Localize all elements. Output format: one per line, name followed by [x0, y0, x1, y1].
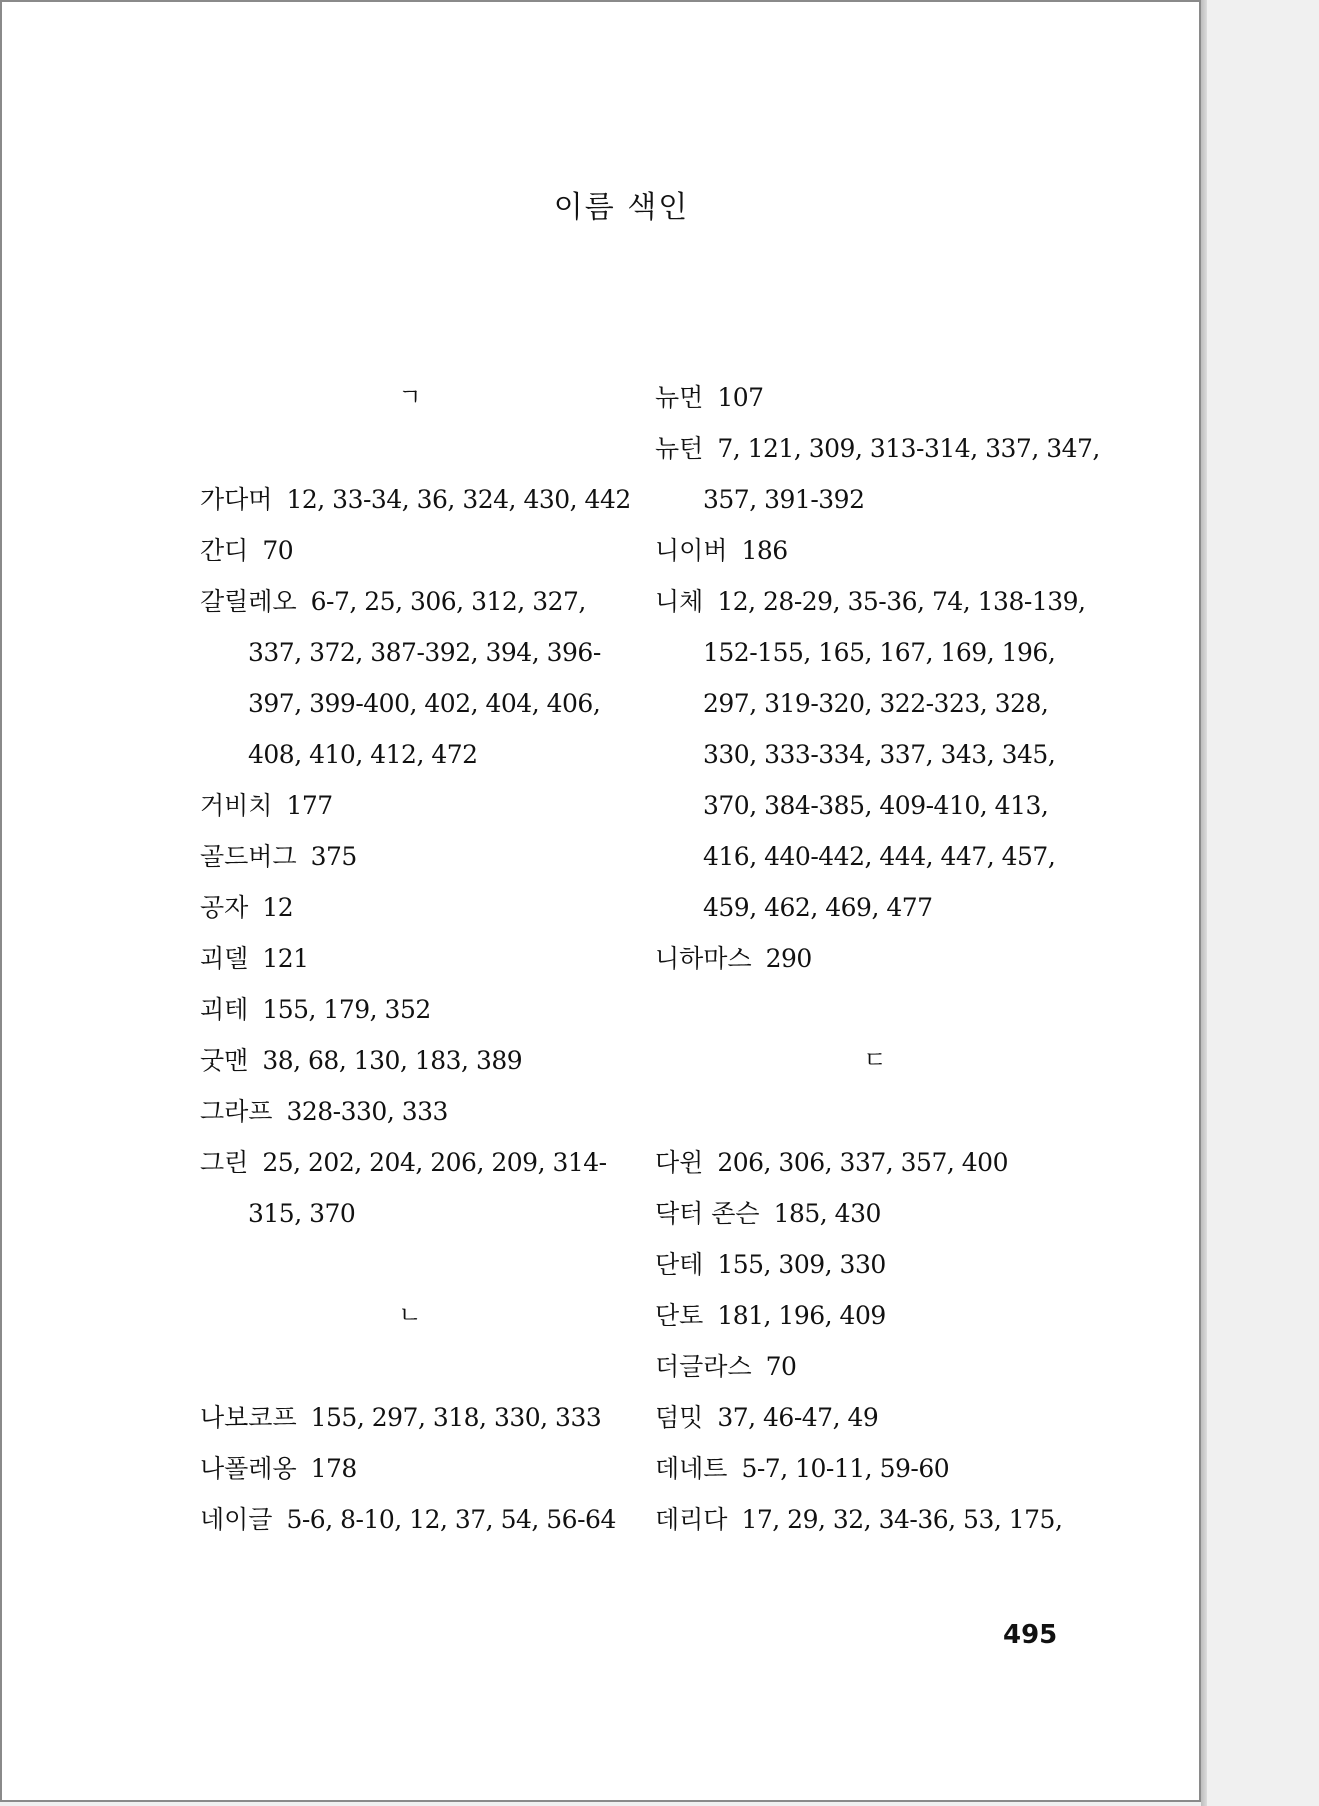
index-entry-continuation: 459, 462, 469, 477 [703, 893, 933, 922]
index-entry-douglas [655, 1341, 1095, 1392]
entry-name: 단토 [655, 1301, 704, 1330]
index-entry-nihamas [655, 933, 1095, 984]
index-entry-continuation: 297, 319-320, 322-323, 328, [703, 689, 1049, 718]
entry-name: 데네트 [655, 1454, 728, 1483]
index-entry-gerbichi [200, 780, 620, 831]
entry-pages: 12, 33-34, 36, 324, 430, 442 [286, 485, 631, 514]
section-gap [200, 1239, 620, 1290]
index-entry-drjohnson [655, 1188, 1095, 1239]
entry-pages: 177 [286, 791, 333, 820]
index-entry-gongja [200, 882, 620, 933]
index-entry-gadamer [200, 474, 631, 525]
index-column-left [200, 372, 631, 1545]
entry-pages: 12, 28-29, 35-36, 74, 138-139, [717, 587, 1086, 616]
entry-name: 골드버그 [200, 842, 297, 871]
index-entry-goodman [200, 1035, 620, 1086]
entry-pages: 178 [310, 1454, 357, 1483]
entry-name: 괴테 [200, 995, 249, 1024]
entry-pages: 107 [717, 383, 764, 412]
entry-name: 갈릴레오 [200, 587, 297, 616]
entry-pages: 12 [262, 893, 294, 922]
index-entry-galileo [200, 576, 620, 627]
entry-pages: 206, 306, 337, 357, 400 [717, 1148, 1008, 1177]
entry-name: 굿맨 [200, 1046, 249, 1075]
index-entry-niver [655, 525, 1095, 576]
index-entry-godel [200, 933, 620, 984]
entry-name: 더글라스 [655, 1352, 752, 1381]
entry-name: 괴델 [200, 944, 249, 973]
index-entry-derrida [655, 1494, 1095, 1545]
entry-pages: 7, 121, 309, 313-314, 337, 347, [717, 434, 1100, 463]
entry-name: 나보코프 [200, 1403, 297, 1432]
entry-pages: 70 [765, 1352, 797, 1381]
entry-name: 단테 [655, 1250, 704, 1279]
section-heading-g: ㄱ [398, 383, 422, 411]
index-entry-darwin [655, 1137, 1095, 1188]
section-gap [200, 423, 620, 474]
index-entry-newman [655, 372, 1095, 423]
index-entry-nietzsche [655, 576, 1095, 627]
index-entry-danto [655, 1290, 1095, 1341]
entry-pages: 5-7, 10-11, 59-60 [741, 1454, 950, 1483]
index-entry-continuation: 370, 384-385, 409-410, 413, [703, 791, 1049, 820]
index-column-right [655, 372, 1100, 1545]
entry-pages: 70 [262, 536, 294, 565]
entry-pages: 155, 309, 330 [717, 1250, 886, 1279]
index-entry-newton [655, 423, 1100, 474]
index-entry-nagel [200, 1494, 620, 1545]
entry-pages: 121 [262, 944, 309, 973]
entry-pages: 185, 430 [773, 1199, 881, 1228]
entry-name: 뉴먼 [655, 383, 704, 412]
index-entry-continuation: 357, 391-392 [703, 485, 865, 514]
entry-name: 네이글 [200, 1505, 273, 1534]
entry-name: 거비치 [200, 791, 273, 820]
entry-pages: 5-6, 8-10, 12, 37, 54, 56-64 [286, 1505, 616, 1534]
entry-pages: 375 [310, 842, 357, 871]
entry-name: 공자 [200, 893, 249, 922]
entry-name: 데리다 [655, 1505, 728, 1534]
section-gap [200, 1341, 620, 1392]
index-entry-graff [200, 1086, 620, 1137]
entry-pages: 328-330, 333 [286, 1097, 448, 1126]
entry-pages: 6-7, 25, 306, 312, 327, [310, 587, 586, 616]
index-entry-continuation: 397, 399-400, 402, 404, 406, [248, 689, 601, 718]
index-entry-continuation: 408, 410, 412, 472 [248, 740, 478, 769]
entry-pages: 155, 297, 318, 330, 333 [310, 1403, 602, 1432]
entry-name: 덤밋 [655, 1403, 704, 1432]
entry-pages: 17, 29, 32, 34-36, 53, 175, [741, 1505, 1063, 1534]
entry-pages: 290 [765, 944, 812, 973]
index-entry-continuation: 152-155, 165, 167, 169, 196, [703, 638, 1056, 667]
entry-name: 니체 [655, 587, 704, 616]
section-heading-d: ㄷ [863, 1046, 887, 1074]
entry-name: 가다머 [200, 485, 273, 514]
page-number: 495 [1003, 1620, 1058, 1650]
entry-pages: 181, 196, 409 [717, 1301, 886, 1330]
entry-name: 다윈 [655, 1148, 704, 1177]
entry-name: 간디 [200, 536, 249, 565]
entry-pages: 25, 202, 204, 206, 209, 314- [262, 1148, 607, 1177]
entry-name: 닥터 존슨 [655, 1199, 760, 1228]
index-entry-dante [655, 1239, 1095, 1290]
index-entry-green [200, 1137, 620, 1188]
index-entry-continuation: 337, 372, 387-392, 394, 396- [248, 638, 601, 667]
page-title: 이름 색인 [553, 190, 690, 225]
section-heading-n: ㄴ [398, 1301, 422, 1329]
index-entry-goethe [200, 984, 620, 1035]
index-entry-dummett [655, 1392, 1095, 1443]
section-gap [655, 984, 1095, 1035]
entry-pages: 38, 68, 130, 183, 389 [262, 1046, 523, 1075]
index-entry-continuation: 330, 333-334, 337, 343, 345, [703, 740, 1056, 769]
entry-name: 그라프 [200, 1097, 273, 1126]
entry-pages: 186 [741, 536, 788, 565]
index-entry-nabokov [200, 1392, 620, 1443]
index-entry-continuation: 315, 370 [248, 1199, 356, 1228]
entry-pages: 155, 179, 352 [262, 995, 431, 1024]
index-entry-dennett [655, 1443, 1095, 1494]
entry-name: 나폴레옹 [200, 1454, 297, 1483]
entry-name: 니하마스 [655, 944, 752, 973]
index-entry-gandhi [200, 525, 620, 576]
section-gap [655, 1086, 1095, 1137]
page-edge [1201, 0, 1207, 1806]
index-entry-continuation: 416, 440-442, 444, 447, 457, [703, 842, 1056, 871]
entry-pages: 37, 46-47, 49 [717, 1403, 879, 1432]
entry-name: 니이버 [655, 536, 728, 565]
index-entry-napoleon [200, 1443, 620, 1494]
entry-name: 뉴턴 [655, 434, 704, 463]
index-entry-goldberg [200, 831, 620, 882]
entry-name: 그린 [200, 1148, 249, 1177]
